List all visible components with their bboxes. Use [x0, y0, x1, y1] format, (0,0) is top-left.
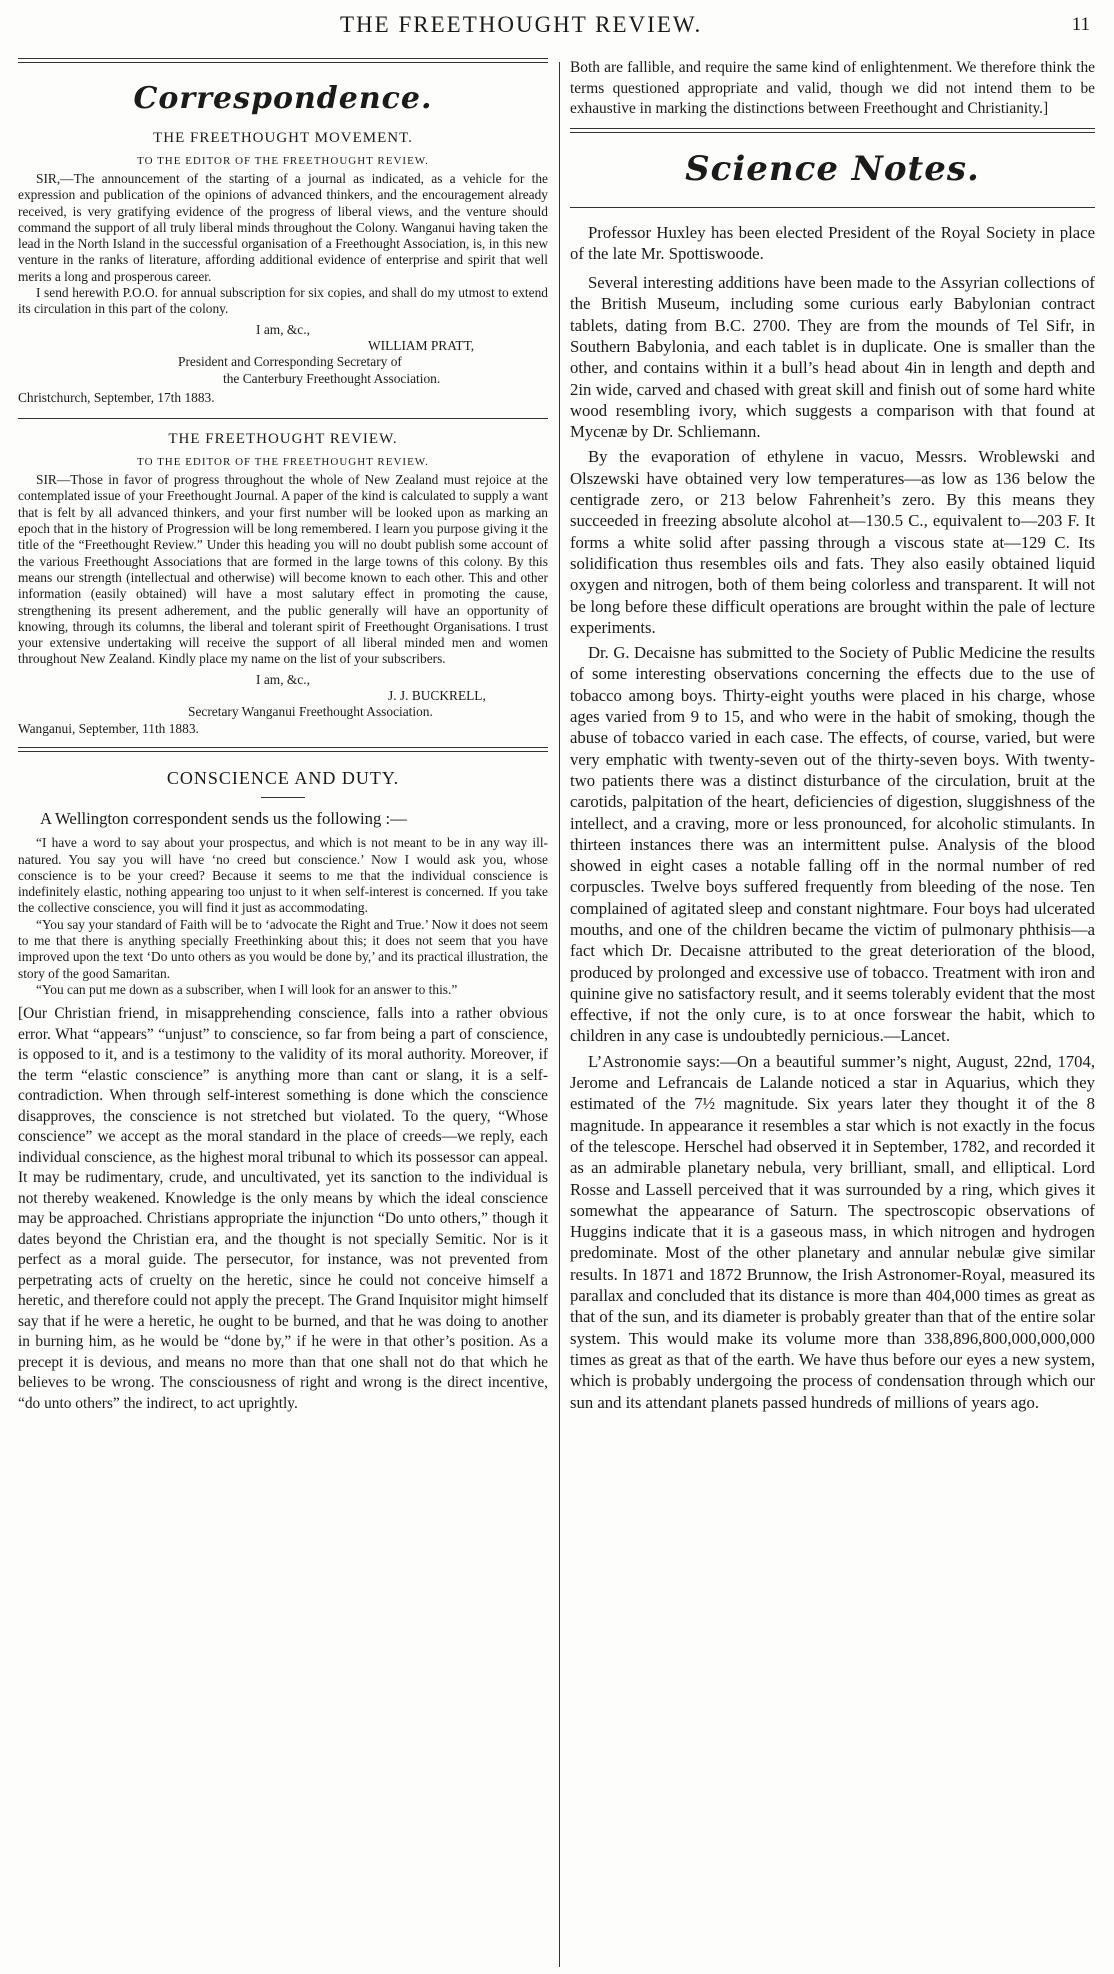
rule-1: [18, 418, 548, 419]
letter1-to-editor: TO THE EDITOR OF THE FREETHOUGHT REVIEW.: [137, 155, 429, 167]
letter1-heading: THE FREETHOUGHT MOVEMENT.: [153, 130, 413, 146]
reply-continuation: Both are fallible, and require the same kind of enlightenment. We therefore think the terms questioned appropriate and valid, though we did not intend them to be exhaustive in marking the distinctions between Freethought and Christianity.]: [570, 59, 1095, 117]
top-rule: [18, 58, 548, 63]
left-column: [18, 58, 548, 1414]
editorial-reply: [Our Christian friend, in misapprehending conscience, falls into a rather obvious error. What “appears” “unjust” to conscience, so far from being a part of conscience, is opposed to it, and is a testimony to the validity of its moral authority. Moreover, if the term “elastic conscience” is anything more than cant or slang, it is a self-contradiction. When through self-interest something is done which the conscience disapproves, the conscience is not stretched but violated. To the query, “Whose conscience” we accept as the moral standard in the place of creeds—we reply, each individual conscience, as the highest moral tribunal to which its possessor can appeal. It may be rudimentary, crude, and uncultivated, yet its sanction to the individual is not thereby weakened. Knowledge is the only means by which the ideal conscience may be approached. Christians appropriate the injunction “Do unto others,” though it dates beyond the Christian era, and the thought is not specially Semitic. Nor is it perfect as a moral guide. The persecutor, for instance, was not prevented from perpetrating acts of cruelty on the heretic, since he could not conceive himself a heretic, and therefore could not apply the precept. The Grand Inquisitor might himself say that if he were a heretic, he ought to be burned, and that he was doing to another in burning him, as he would be “done by,” if he were in that other’s position. As a precept it is devious, and means no more than that one shall not do that which he believes to be wrong. The consciousness of right and wrong is the direct incentive, “do unto others” the indirect, to act uprightly.: [18, 1005, 548, 1412]
letter1-paragraph-1: SIR,—The announcement of the starting of a journal as indicated, as a vehicle for the expression and publication of the opinions of advanced thinkers, and the encouragement already received, is very gratifying evidence of the progress of liberal views, and the venture should command the support of all truly liberal minds throughout the Colony. Wanganui having taken the lead in the North Island in the successful organisation of a Freethought Association, is, in this new venture in the ranks of literature, affording additional evidence of enterprise and spirit that well merits a long and prosperous career.: [18, 171, 548, 284]
letter1-signature-title-1: President and Corresponding Secretary of: [178, 354, 402, 370]
letter1-signature-name: WILLIAM PRATT,: [368, 337, 475, 353]
letter2-place-date: Wanganui, September, 11th 1883.: [18, 720, 199, 736]
letter2-paragraph-1: SIR—Those in favor of progress throughout the whole of New Zealand must rejoice at the contemplated issue of your Freethought Journal. A paper of the kind is calculated to supply a want that is felt by all advanced thinkers, and your first number will be looked upon as marking an epoch that in the history of Progression will be long remembered. I learn you purpose giving it the title of the “Freethought Review.” Under this heading you will no doubt publish some account of the various Freethought Associations that are formed in the large towns of this colony. By this means our strength (intellectual and otherwise) will become known to each other. This and other information (easily obtained) will have a most salutary effect in promoting the cause, strengthening its present adherement, and the public generally will have an opportunity of knowing, through its columns, the liberal and tolerant spirit of Freethought Organisations. I trust your extensive undertaking will receive the support of all liberal minded men and women throughout New Zealand. Kindly place my name on the list of your subscribers.: [18, 472, 548, 667]
rule-2: [18, 747, 548, 752]
right-column: [570, 58, 1095, 1413]
publication-title: THE FREETHOUGHT REVIEW.: [340, 12, 703, 37]
science-paragraph-4: Dr. G. Decaisne has submitted to the Society of Public Medicine the results of some interesting observations concerning the effects due to the use of tobacco among boys. Thirty-eight youths were placed in his charge, whose ages varied from 9 to 15, and who were in the habit of smoking, though the abuse of tobacco varied in each case. The effects, of course, varied, but were very emphatic with twenty-seven out of the thirty-seven boys. With twenty-two patients there was a distinct disturbance of the circulation, bruit at the carotids, palpitation of the heart, deficiencies of digestion, sluggishness of the intellect, and a craving, more or less pronounced, for alcoholic stimulants. In thirteen instances there was an intermittent pulse. Analysis of the blood showed in eight cases a notable falling off in the normal number of red corpuscles. Twelve boys suffered frequently from bleeding of the nose. Ten complained of agitated sleep and constant nightmare. Four boys had ulcerated mouths, and one of the children became the victim of pulmonary phthisis—a fact which Dr. Decaisne attributed to the great deterioration of the blood, produced by prolonged and excessive use of tobacco. Treatment with iron and quinine give no satisfactory result, and it seems tolerably evident that the most effective, if not the only cure, is to at once forswear the habit, which to children in any case is undoubtedly pernicious.—Lancet.: [570, 643, 1095, 1046]
quote-paragraph-3: “You can put me down as a subscriber, when I will look for an answer to this.”: [36, 981, 458, 997]
page-number: 11: [1071, 14, 1090, 35]
letter1-paragraph-2: I send herewith P.O.O. for annual subscription for six copies, and shall do my utmost to extend its circulation in this part of the colony.: [18, 285, 548, 317]
letter1-place-date: Christchurch, September, 17th 1883.: [18, 389, 215, 405]
running-head: [0, 8, 1114, 48]
column-divider: [559, 62, 560, 1967]
science-paragraph-5: L’Astronomie says:—On a beautiful summer’s night, August, 22nd, 1704, Jerome and Lefrancais de Lalande noticed a star in Aquarius, which they estimated of the 7½ magnitude. Six years later they thought it of the 8 magnitude. In appearance it resembles a star which is not exactly in the focus of the telescope. Herschel had observed it in September, 1782, and recorded it as an admirable planetary nebula, very brilliant, small, and elliptical. Lord Rosse and Lassell perceived that it was surrounded by a ring, which gives it somewhat the appearance of Saturn. The spectroscopic observations of Huggins indicate that it is a gaseous mass, in which nitrogen and hydrogen predominate. Most of the other planetary and annular nebulæ give similar results. In 1871 and 1872 Brunnow, the Irish Astronomer-Royal, measured its parallax and concluded that its distance is more than 404,000 times as great as that of the sun, and its diameter is probably greater than that of the entire solar system. This would make its volume more than 338,896,800,000,000,000 times as great as that of the earth. We have thus before our eyes a new system, which is probably undergoing the process of condensation through which our sun and its attendant planets passed hundreds of millions of years ago.: [570, 1051, 1095, 1412]
letter1-signature-title-2: the Canterbury Freethought Association.: [223, 370, 441, 386]
rule-4: [570, 207, 1095, 208]
letter2-closing: I am, &c.,: [256, 671, 310, 687]
rule-3: [570, 128, 1095, 133]
letter2-heading: THE FREETHOUGHT REVIEW.: [168, 431, 398, 448]
letter2-signature-name: J. J. BUCKRELL,: [388, 688, 486, 704]
conscience-heading: CONSCIENCE AND DUTY.: [166, 767, 400, 788]
science-paragraph-1: Professor Huxley has been elected President of the Royal Society in place of the late Mr. Spottiswoode.: [570, 222, 1095, 263]
correspondence-heading: Correspondence.: [133, 81, 433, 116]
letter2-signature-title: Secretary Wanganui Freethought Association.: [188, 704, 433, 720]
science-paragraph-3: By the evaporation of ethylene in vacuo, Messrs. Wroblewski and Olszewski have obtained very low temperatures—as low as 136 below the centigrade zero, or 213 below Fahrenheit’s zero. By this means they succeeded in freezing absolute alcohol at—130.5 C., equivalent to—203 F. It forms a white solid after passing through a viscous state at—129 C. Its solidification thus resembles oils and fats. They also easily obtained liquid oxygen and nitrogen, both of them being colorless and transparent. It will not be long before these difficult operations are brought within the pale of lecture experiments.: [570, 447, 1095, 637]
science-paragraph-2: Several interesting additions have been made to the Assyrian collections of the British Museum, including some curious early Babylonian contract tablets, dating from B.C. 2700. They are from the mounds of Tel Sifr, in Southern Babylonia, and each tablet is in duplicate. One is smaller than the other, and contains within it a bull’s head about 4in in length and depth and 2in wide, carved and chased with great skill and finish out of some hard white wood resembling ivory, which suggests a comparison with that found at Mycenæ by Dr. Schliemann.: [570, 273, 1095, 442]
science-notes-heading: Science Notes.: [685, 148, 980, 189]
short-rule: [261, 797, 305, 798]
quote-paragraph-1: “I have a word to say about your prospectus, and which is not meant to be in any way ill-natured. You say you will have ‘no creed but conscience.’ Now I would ask you, whose conscience is to be your creed? Because it seems to me that the individual conscience is indefinitely elastic, nothing appearing too unjust to it when self-interest is concerned. If you take the collective conscience, you will find it just as accommodating.: [18, 835, 548, 916]
quote-paragraph-2: “You say your standard of Faith will be to ‘advocate the Right and True.’ Now it does not seem to me that there is anything specially Freethinking about this; it does not seem that you have improved upon the text ‘Do unto others as you would be done by,’ and its practical illustration, the story of the good Samaritan.: [18, 916, 548, 981]
letter1-closing: I am, &c.,: [256, 321, 310, 337]
letter2-to-editor: TO THE EDITOR OF THE FREETHOUGHT REVIEW.: [137, 456, 429, 469]
conscience-intro: A Wellington correspondent sends us the following :—: [40, 808, 407, 828]
